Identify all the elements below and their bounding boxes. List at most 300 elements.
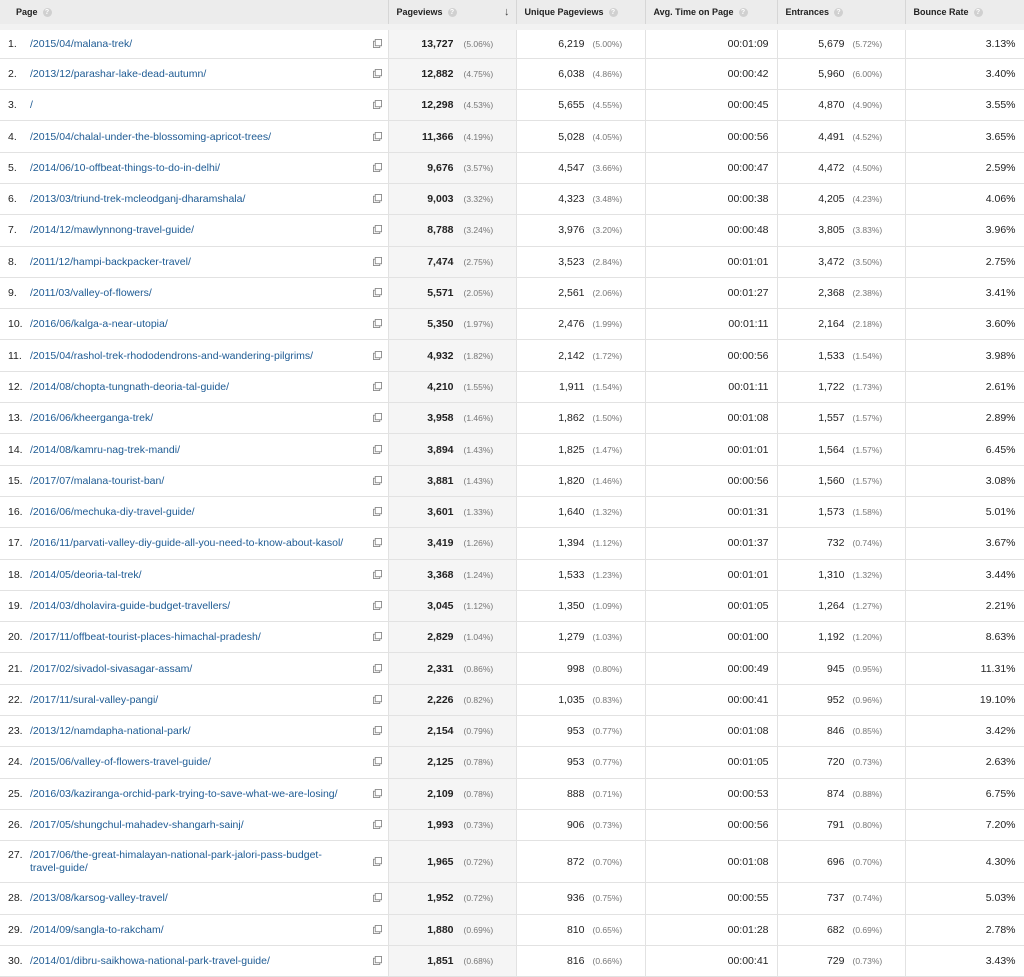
- page-link[interactable]: /2017/06/the-great-himalayan-national-park-jalori-pass-budget-travel-guide/: [30, 848, 322, 874]
- table-row: [0, 716, 1024, 747]
- unique-pageviews-percent: (1.47%): [592, 444, 623, 455]
- avg-time-cell: [645, 778, 777, 809]
- pageviews-cell: [388, 653, 516, 684]
- page-link[interactable]: /2013/12/parashar-lake-dead-autumn/: [30, 67, 207, 80]
- row-index: 9.: [8, 287, 17, 300]
- avg-time-cell: [645, 246, 777, 277]
- unique-pageviews-value: 888: [566, 787, 585, 800]
- unique-pageviews-value: 998: [566, 662, 585, 675]
- unique-pageviews-percent: (4.86%): [592, 68, 623, 79]
- unique-pageviews-value: 1,350: [558, 599, 585, 612]
- unique-pageviews-percent: (0.71%): [592, 788, 623, 799]
- unique-pageviews-percent: (0.75%): [592, 893, 623, 904]
- page-link[interactable]: /2014/12/mawlynnong-travel-guide/: [30, 224, 195, 237]
- entrances-cell: [777, 90, 905, 121]
- pageviews-value: 5,350: [427, 318, 454, 331]
- open-external-icon[interactable]: [373, 956, 382, 965]
- avg-time-value: 00:01:05: [727, 599, 769, 612]
- row-index: 4.: [8, 130, 17, 143]
- avg-time-value: 00:01:05: [727, 756, 769, 769]
- open-external-icon[interactable]: [373, 925, 382, 934]
- table-row: [0, 653, 1024, 684]
- open-external-icon[interactable]: [373, 225, 382, 234]
- unique-pageviews-value: 1,862: [558, 412, 585, 425]
- pageviews-value: 8,788: [427, 224, 454, 237]
- table-row: [0, 403, 1024, 434]
- open-external-icon[interactable]: [373, 69, 382, 78]
- row-index: 25.: [8, 787, 23, 800]
- page-link[interactable]: /2015/04/rashol-trek-rhododendrons-and-wandering-pilgrims/: [30, 349, 314, 362]
- unique-pageviews-percent: (1.54%): [592, 381, 623, 392]
- bounce-rate-cell: [905, 914, 1024, 945]
- row-index: 11.: [8, 349, 22, 362]
- table-row: [0, 465, 1024, 496]
- avg-time-value: 00:00:56: [727, 130, 769, 143]
- pageviews-value: 1,952: [427, 892, 454, 905]
- entrances-value: 3,472: [818, 255, 845, 268]
- pageviews-value: 1,965: [427, 855, 454, 868]
- open-external-icon[interactable]: [373, 893, 382, 902]
- page-link[interactable]: /2011/03/valley-of-flowers/: [30, 287, 152, 300]
- avg-time-cell: [645, 590, 777, 621]
- table-row: [0, 371, 1024, 402]
- row-index: 27.: [8, 848, 23, 861]
- pageviews-percent: (4.75%): [463, 68, 494, 79]
- unique-pageviews-percent: (1.32%): [592, 507, 623, 518]
- pageviews-percent: (1.55%): [463, 381, 494, 392]
- page-link[interactable]: /2014/01/dibru-saikhowa-national-park-travel-guide/: [30, 954, 270, 967]
- pageviews-percent: (0.69%): [463, 924, 494, 935]
- avg-time-value: 00:01:01: [727, 568, 769, 581]
- open-external-icon[interactable]: [373, 820, 382, 829]
- page-link[interactable]: /2016/11/parvati-valley-diy-guide-all-you-need-to-know-about-kasol/: [30, 537, 344, 550]
- bounce-rate-value: 3.67%: [985, 537, 1016, 550]
- bounce-rate-value: 2.61%: [985, 380, 1016, 393]
- page-link[interactable]: /: [30, 99, 33, 112]
- entrances-cell: [777, 371, 905, 402]
- avg-time-cell: [645, 121, 777, 152]
- unique-pageviews-cell: [516, 622, 645, 653]
- page-link[interactable]: /2014/06/10-offbeat-things-to-do-in-delhi/: [30, 161, 221, 174]
- open-external-icon[interactable]: [373, 570, 382, 579]
- help-icon[interactable]: ?: [834, 8, 843, 17]
- open-external-icon[interactable]: [373, 351, 382, 360]
- entrances-percent: (1.54%): [852, 350, 883, 361]
- bounce-rate-cell: [905, 590, 1024, 621]
- entrances-cell: [777, 246, 905, 277]
- unique-pageviews-cell: [516, 309, 645, 340]
- table-header-row: [0, 0, 1024, 27]
- entrances-value: 4,491: [818, 130, 845, 143]
- open-external-icon[interactable]: [373, 757, 382, 766]
- bounce-rate-value: 5.01%: [985, 506, 1016, 519]
- column-header-entrances[interactable]: [777, 0, 905, 27]
- entrances-cell: [777, 914, 905, 945]
- row-index: 10.: [8, 318, 23, 331]
- open-external-icon[interactable]: [373, 382, 382, 391]
- open-external-icon[interactable]: [373, 601, 382, 610]
- unique-pageviews-percent: (0.66%): [592, 955, 623, 966]
- unique-pageviews-cell: [516, 434, 645, 465]
- avg-time-value: 00:00:42: [727, 67, 769, 80]
- entrances-percent: (3.50%): [852, 256, 883, 267]
- page-cell: [0, 434, 388, 465]
- open-external-icon[interactable]: [373, 163, 382, 172]
- row-index: 19.: [8, 599, 23, 612]
- page-link[interactable]: /2017/11/sural-valley-pangi/: [30, 693, 159, 706]
- unique-pageviews-value: 2,142: [558, 349, 585, 362]
- entrances-percent: (1.57%): [852, 444, 883, 455]
- pageviews-cell: [388, 684, 516, 715]
- open-external-icon[interactable]: [373, 664, 382, 673]
- avg-time-cell: [645, 716, 777, 747]
- help-icon[interactable]: ?: [739, 8, 748, 17]
- table-row: [0, 841, 1024, 883]
- unique-pageviews-value: 1,911: [559, 380, 585, 393]
- column-header-avg-time[interactable]: [645, 0, 777, 27]
- unique-pageviews-percent: (3.48%): [592, 194, 623, 205]
- bounce-rate-cell: [905, 883, 1024, 914]
- column-header-unique-pageviews[interactable]: [516, 0, 645, 27]
- unique-pageviews-cell: [516, 183, 645, 214]
- column-header-label: Unique Pageviews: [524, 6, 604, 17]
- open-external-icon[interactable]: [373, 288, 382, 297]
- bounce-rate-value: 6.75%: [985, 787, 1016, 800]
- pageviews-percent: (1.24%): [463, 569, 494, 580]
- row-index: 8.: [8, 255, 17, 268]
- row-index: 1.: [8, 37, 17, 50]
- avg-time-cell: [645, 559, 777, 590]
- table-row: [0, 246, 1024, 277]
- open-external-icon[interactable]: [373, 632, 382, 641]
- row-index: 3.: [8, 99, 17, 112]
- bounce-rate-value: 3.44%: [985, 568, 1016, 581]
- open-external-icon[interactable]: [373, 538, 382, 547]
- open-external-icon[interactable]: [373, 39, 382, 48]
- entrances-value: 4,870: [818, 99, 845, 112]
- page-link[interactable]: /2014/08/kamru-nag-trek-mandi/: [30, 443, 180, 456]
- help-icon[interactable]: ?: [609, 8, 618, 17]
- bounce-rate-cell: [905, 559, 1024, 590]
- pageviews-cell: [388, 559, 516, 590]
- entrances-cell: [777, 778, 905, 809]
- entrances-cell: [777, 215, 905, 246]
- page-link[interactable]: /2015/04/malana-trek/: [30, 37, 133, 50]
- bounce-rate-cell: [905, 309, 1024, 340]
- avg-time-cell: [645, 58, 777, 89]
- page-link[interactable]: /2016/03/kaziranga-orchid-park-trying-to-save-what-we-are-losing/: [30, 787, 338, 800]
- entrances-percent: (0.73%): [852, 955, 883, 966]
- pageviews-percent: (0.72%): [463, 893, 494, 904]
- table-row: [0, 183, 1024, 214]
- bounce-rate-cell: [905, 622, 1024, 653]
- avg-time-value: 00:00:55: [727, 892, 769, 905]
- pageviews-percent: (1.26%): [463, 538, 494, 549]
- open-external-icon[interactable]: [373, 257, 382, 266]
- unique-pageviews-value: 816: [566, 954, 585, 967]
- entrances-cell: [777, 945, 905, 976]
- entrances-cell: [777, 559, 905, 590]
- pageviews-percent: (0.82%): [463, 694, 494, 705]
- table-row: [0, 528, 1024, 559]
- table-row: [0, 277, 1024, 308]
- unique-pageviews-percent: (5.00%): [592, 38, 623, 49]
- entrances-value: 1,310: [818, 568, 845, 581]
- page-link[interactable]: /2017/05/shungchul-mahadev-shangarh-sainj/: [30, 819, 244, 832]
- unique-pageviews-cell: [516, 883, 645, 914]
- pageviews-value: 2,829: [427, 631, 454, 644]
- open-external-icon[interactable]: [373, 857, 382, 866]
- open-external-icon[interactable]: [373, 445, 382, 454]
- open-external-icon[interactable]: [373, 476, 382, 485]
- pageviews-percent: (4.19%): [463, 131, 494, 142]
- open-external-icon[interactable]: [373, 413, 382, 422]
- unique-pageviews-value: 936: [566, 892, 585, 905]
- entrances-percent: (1.27%): [852, 600, 883, 611]
- pageviews-percent: (3.57%): [463, 162, 494, 173]
- page-link[interactable]: /2016/06/kheerganga-trek/: [30, 412, 154, 425]
- bounce-rate-value: 3.60%: [985, 318, 1016, 331]
- pageviews-value: 2,154: [427, 725, 454, 738]
- entrances-value: 1,557: [818, 412, 845, 425]
- unique-pageviews-percent: (1.99%): [592, 319, 623, 330]
- entrances-value: 5,679: [818, 37, 845, 50]
- pageviews-value: 3,894: [427, 443, 454, 456]
- help-icon[interactable]: ?: [43, 8, 52, 17]
- entrances-percent: (0.95%): [852, 663, 883, 674]
- bounce-rate-value: 2.89%: [985, 412, 1016, 425]
- entrances-cell: [777, 465, 905, 496]
- unique-pageviews-percent: (1.72%): [592, 350, 623, 361]
- pageviews-cell: [388, 215, 516, 246]
- page-cell: [0, 883, 388, 914]
- entrances-value: 791: [826, 819, 845, 832]
- bounce-rate-value: 7.20%: [985, 819, 1016, 832]
- pageviews-cell: [388, 309, 516, 340]
- pageviews-cell: [388, 747, 516, 778]
- unique-pageviews-value: 2,476: [558, 318, 585, 331]
- avg-time-value: 00:00:53: [727, 787, 769, 800]
- unique-pageviews-cell: [516, 465, 645, 496]
- entrances-value: 2,368: [818, 287, 845, 300]
- avg-time-cell: [645, 914, 777, 945]
- table-row: [0, 778, 1024, 809]
- avg-time-value: 00:01:11: [728, 318, 769, 331]
- page-link[interactable]: /2013/12/namdapha-national-park/: [30, 725, 191, 738]
- pageviews-value: 9,676: [427, 161, 454, 174]
- pageviews-cell: [388, 152, 516, 183]
- page-cell: [0, 465, 388, 496]
- avg-time-value: 00:01:01: [727, 443, 769, 456]
- pageviews-value: 1,993: [427, 819, 454, 832]
- unique-pageviews-cell: [516, 809, 645, 840]
- bounce-rate-cell: [905, 246, 1024, 277]
- table-row: [0, 684, 1024, 715]
- bounce-rate-cell: [905, 183, 1024, 214]
- pageviews-value: 2,109: [427, 787, 454, 800]
- page-cell: [0, 121, 388, 152]
- avg-time-value: 00:00:56: [727, 819, 769, 832]
- page-cell: [0, 58, 388, 89]
- bounce-rate-cell: [905, 528, 1024, 559]
- pageviews-cell: [388, 716, 516, 747]
- unique-pageviews-cell: [516, 58, 645, 89]
- open-external-icon[interactable]: [373, 319, 382, 328]
- avg-time-value: 00:01:01: [727, 255, 769, 268]
- unique-pageviews-percent: (1.03%): [592, 632, 623, 643]
- page-cell: [0, 215, 388, 246]
- avg-time-cell: [645, 403, 777, 434]
- help-icon[interactable]: ?: [448, 8, 457, 17]
- entrances-cell: [777, 58, 905, 89]
- page-link[interactable]: /2014/08/chopta-tungnath-deoria-tal-guide/: [30, 380, 230, 393]
- unique-pageviews-value: 1,825: [558, 443, 585, 456]
- avg-time-value: 00:01:11: [728, 380, 769, 393]
- table-row: [0, 434, 1024, 465]
- unique-pageviews-value: 3,523: [558, 255, 585, 268]
- unique-pageviews-cell: [516, 215, 645, 246]
- entrances-cell: [777, 496, 905, 527]
- table-row: [0, 590, 1024, 621]
- help-icon[interactable]: ?: [974, 8, 983, 17]
- entrances-value: 945: [826, 662, 845, 675]
- pageviews-cell: [388, 622, 516, 653]
- row-index: 15.: [8, 474, 23, 487]
- unique-pageviews-percent: (4.55%): [592, 100, 623, 111]
- entrances-cell: [777, 622, 905, 653]
- table-row: [0, 215, 1024, 246]
- page-link[interactable]: /2016/06/mechuka-diy-travel-guide/: [30, 506, 195, 519]
- unique-pageviews-cell: [516, 121, 645, 152]
- page-link[interactable]: /2013/08/karsog-valley-travel/: [30, 892, 168, 905]
- pageviews-value: 2,226: [427, 693, 454, 706]
- avg-time-cell: [645, 152, 777, 183]
- page-link[interactable]: /2016/06/kalga-a-near-utopia/: [30, 318, 168, 331]
- entrances-value: 1,564: [818, 443, 845, 456]
- entrances-value: 3,805: [818, 224, 845, 237]
- entrances-cell: [777, 684, 905, 715]
- unique-pageviews-value: 6,219: [558, 37, 585, 50]
- bounce-rate-cell: [905, 152, 1024, 183]
- unique-pageviews-value: 1,640: [558, 506, 585, 519]
- table-row: [0, 747, 1024, 778]
- table-row: [0, 559, 1024, 590]
- page-cell: [0, 27, 388, 58]
- entrances-percent: (2.38%): [852, 288, 883, 299]
- open-external-icon[interactable]: [373, 507, 382, 516]
- page-cell: [0, 622, 388, 653]
- unique-pageviews-value: 4,323: [558, 193, 585, 206]
- page-link[interactable]: /2011/12/hampi-backpacker-travel/: [30, 255, 191, 268]
- column-header-page[interactable]: [0, 0, 388, 27]
- unique-pageviews-cell: [516, 559, 645, 590]
- avg-time-cell: [645, 340, 777, 371]
- entrances-cell: [777, 340, 905, 371]
- pageviews-percent: (0.78%): [463, 788, 494, 799]
- page-link[interactable]: /2014/09/sangla-to-rakcham/: [30, 923, 164, 936]
- unique-pageviews-percent: (4.05%): [592, 131, 623, 142]
- unique-pageviews-percent: (1.12%): [592, 538, 623, 549]
- entrances-cell: [777, 121, 905, 152]
- bounce-rate-cell: [905, 747, 1024, 778]
- entrances-value: 737: [826, 892, 845, 905]
- pageviews-cell: [388, 778, 516, 809]
- unique-pageviews-value: 953: [566, 725, 585, 738]
- entrances-cell: [777, 27, 905, 58]
- unique-pageviews-value: 810: [566, 923, 585, 936]
- bounce-rate-cell: [905, 58, 1024, 89]
- avg-time-cell: [645, 883, 777, 914]
- open-external-icon[interactable]: [373, 100, 382, 109]
- pageviews-cell: [388, 528, 516, 559]
- page-link[interactable]: /2015/06/valley-of-flowers-travel-guide/: [30, 756, 211, 769]
- pageviews-percent: (1.12%): [463, 600, 494, 611]
- page-cell: [0, 246, 388, 277]
- entrances-cell: [777, 183, 905, 214]
- open-external-icon[interactable]: [373, 132, 382, 141]
- bounce-rate-value: 3.98%: [985, 349, 1016, 362]
- unique-pageviews-cell: [516, 340, 645, 371]
- avg-time-value: 00:00:45: [727, 99, 769, 112]
- column-header-pageviews[interactable]: [388, 0, 516, 27]
- entrances-percent: (0.80%): [852, 820, 883, 831]
- bounce-rate-value: 2.21%: [985, 599, 1016, 612]
- unique-pageviews-percent: (2.06%): [592, 288, 623, 299]
- open-external-icon[interactable]: [373, 726, 382, 735]
- page-link[interactable]: /2013/03/triund-trek-mcleodganj-dharamshala/: [30, 193, 246, 206]
- entrances-value: 1,264: [818, 599, 845, 612]
- pageviews-value: 1,851: [427, 954, 454, 967]
- entrances-percent: (0.74%): [852, 893, 883, 904]
- bounce-rate-value: 4.30%: [985, 855, 1016, 868]
- pageviews-value: 4,932: [427, 349, 454, 362]
- bounce-rate-value: 6.45%: [985, 443, 1016, 456]
- page-link[interactable]: /2017/11/offbeat-tourist-places-himachal-pradesh/: [30, 631, 261, 644]
- open-external-icon[interactable]: [373, 194, 382, 203]
- open-external-icon[interactable]: [373, 695, 382, 704]
- bounce-rate-value: 3.08%: [985, 474, 1016, 487]
- pageviews-percent: (0.78%): [463, 757, 494, 768]
- entrances-percent: (1.32%): [852, 569, 883, 580]
- bounce-rate-cell: [905, 277, 1024, 308]
- row-index: 6.: [8, 193, 17, 206]
- avg-time-value: 00:00:48: [727, 224, 769, 237]
- sort-descending-icon[interactable]: ↓: [504, 6, 510, 18]
- page-cell: [0, 183, 388, 214]
- avg-time-cell: [645, 371, 777, 402]
- page-link[interactable]: /2017/07/malana-tourist-ban/: [30, 474, 165, 487]
- unique-pageviews-value: 4,547: [558, 161, 585, 174]
- entrances-percent: (5.72%): [852, 38, 883, 49]
- column-header-bounce-rate[interactable]: [905, 0, 1024, 27]
- open-external-icon[interactable]: [373, 789, 382, 798]
- table-row: [0, 27, 1024, 58]
- page-link[interactable]: /2014/03/dholavira-guide-budget-travellers/: [30, 599, 231, 612]
- row-index: 7.: [8, 224, 17, 237]
- table-body: [0, 27, 1024, 977]
- page-link[interactable]: /2017/02/sivadol-sivasagar-assam/: [30, 662, 193, 675]
- column-header-label: Bounce Rate: [913, 6, 969, 17]
- row-index: 16.: [8, 506, 23, 519]
- page-link[interactable]: /2015/04/chalal-under-the-blossoming-apricot-trees/: [30, 130, 272, 143]
- page-link[interactable]: /2014/05/deoria-tal-trek/: [30, 568, 142, 581]
- unique-pageviews-value: 5,655: [558, 99, 585, 112]
- avg-time-cell: [645, 277, 777, 308]
- row-index: 23.: [8, 725, 23, 738]
- pageviews-percent: (0.68%): [463, 955, 494, 966]
- pageviews-value: 3,958: [427, 412, 454, 425]
- unique-pageviews-cell: [516, 914, 645, 945]
